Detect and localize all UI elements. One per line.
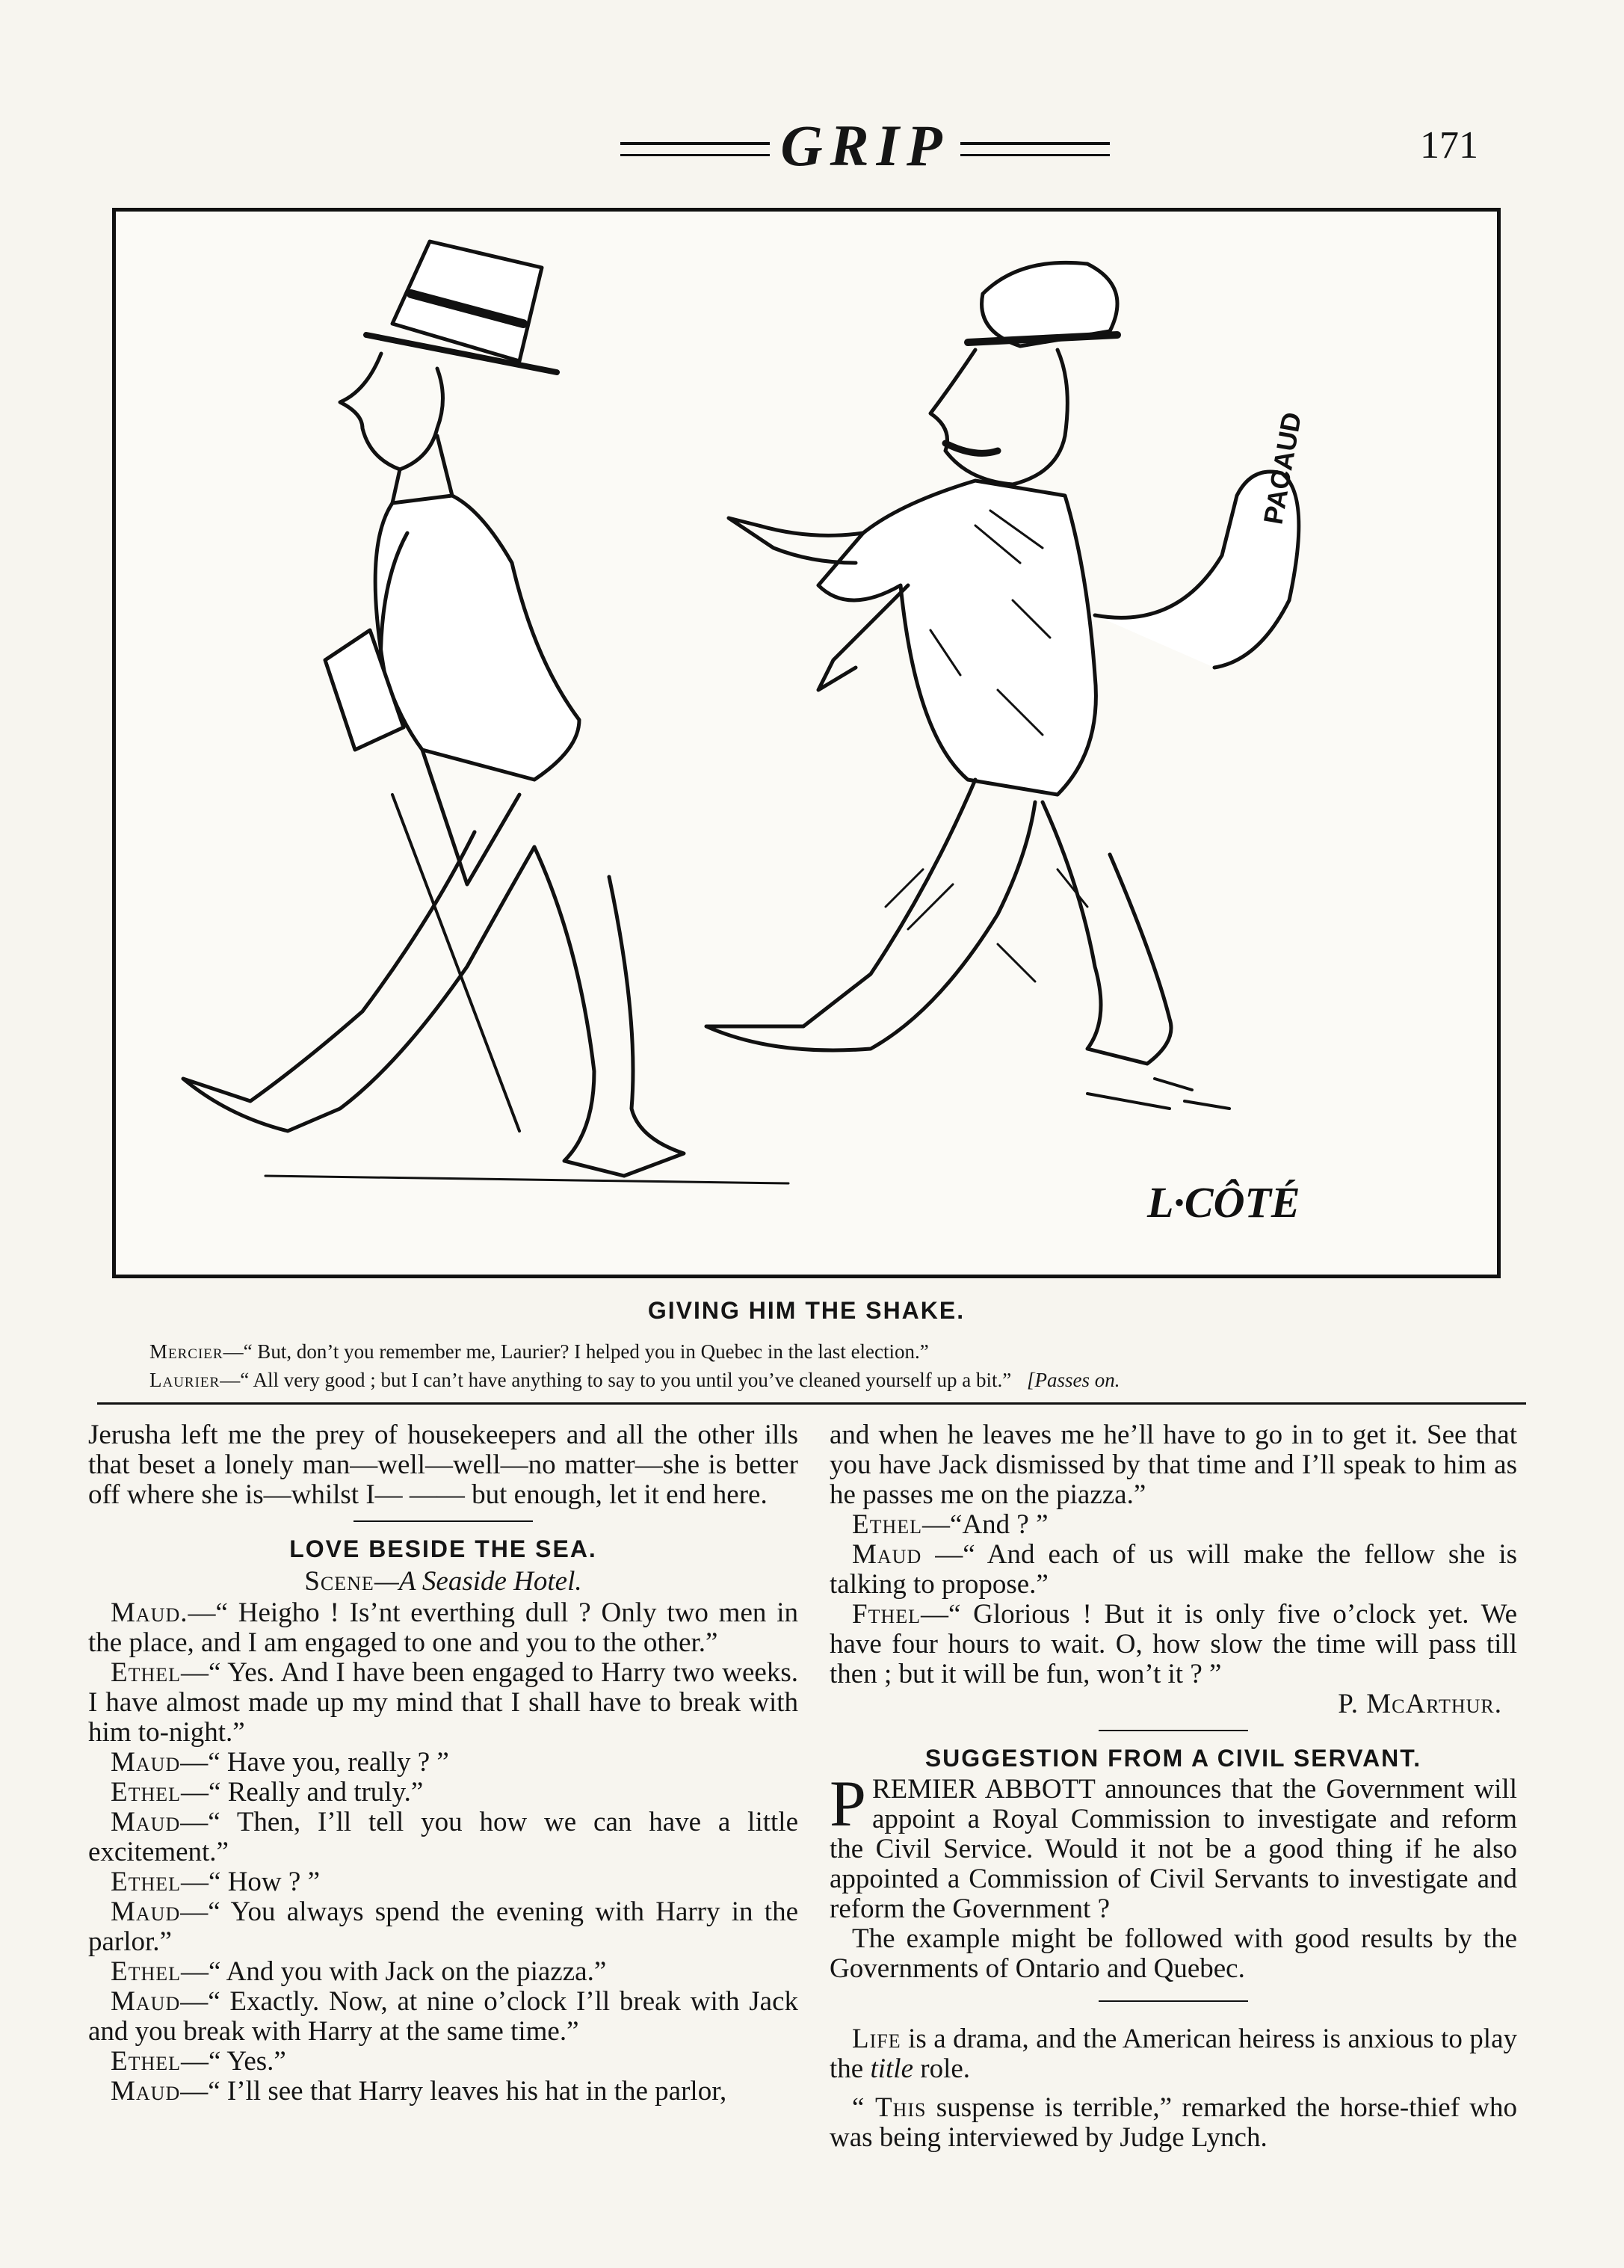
dialogue-line [88,1748,798,1778]
right-column [830,1420,1517,2153]
cartoon-caption-title: GIVING HIM THE SHAKE. [647,1297,966,1324]
masthead-rule-left [620,142,770,156]
pacaud-tag-label: PACAUD [1257,410,1308,527]
page-number: 171 [1420,124,1478,167]
caption-divider [97,1402,1526,1405]
speaker-name: Laurier [149,1369,220,1391]
speaker-name: Maud [852,1539,922,1570]
speaker-name: Mercier [149,1340,223,1363]
scene-label: Scene [304,1566,374,1597]
dialogue-text: —“ I’ll see that Harry leaves his hat in the parlor, [180,2076,727,2107]
cartoon-illustration [112,208,1501,1278]
left-column [88,1420,798,2107]
scene-line [88,1565,798,1598]
dialogue-text: —“And ? ” [922,1509,1049,1540]
dialogue-text: —“ And each of us will make the fellow she is talking to propose.” [830,1539,1517,1600]
masthead-rule-right [960,142,1110,156]
speaker-name: Maud [111,2076,181,2107]
dialogue-line [88,1867,798,1897]
continuation-paragraph: and when he leaves me he’ll have to go in to get it. See that you have Jack dismissed by that time and I’ll speak to him as he passes me on the piazza.” [830,1420,1517,1510]
section-divider [1099,1730,1248,1731]
quip-text: is a drama, and the American heiress is anxious to play the [830,2024,1517,2084]
dialogue-text: —“ You always spend the evening with Harry in the parlor.” [88,1896,798,1957]
dialogue-line [88,1957,798,1987]
suggestion-paragraph [830,1768,1517,1924]
speaker-name: Ethel [111,1657,182,1688]
dialogue-text: —“ Heigho ! Is’nt everthing dull ? Only two men in the place, and I am engaged to one and you to the other.” [88,1597,798,1658]
dialogue-line [88,1897,798,1957]
speaker-name: Ethel [111,2046,182,2077]
intro-paragraph: Jerusha left me the prey of housekeepers and all the other ills that beset a lonely man—well—well—no matter—she is better off where she is—whilst I— —— but enough, let it end here. [88,1420,798,1510]
dialogue-line [88,1658,798,1748]
artist-signature: L·CÔTÉ [1147,1178,1300,1227]
dialogue-line [830,1510,1517,1540]
speaker-name: Maud [111,1807,181,1837]
lead-word: Life [852,2024,901,2054]
dialogue-line [88,2077,798,2107]
dialogue-text: —“ Glorious ! But it is only five o’clock yet. We have four hours to wait. O, how slow the time will pass till then ; but it will be fun, won’t it ? ” [830,1599,1517,1689]
dialogue-text: —“ And you with Jack on the piazza.” [181,1956,607,1987]
dialogue-line [88,1987,798,2047]
caption-line-laurier [149,1366,1495,1393]
quip-end: role. [913,2053,971,2084]
caption-text: —“ But, don’t you remember me, Laurier? I helped you in Quebec in the last election.” [223,1340,929,1363]
lead-word: “ This [852,2092,927,2123]
suggestion-text: REMIER ABBOTT announces that the Government will appoint a Royal Commission to investigate and reform the Civil Service. Would it not be a good thing if he also appointed a Commission of Civil Servants to investigate and reform the Government ? [830,1774,1517,1924]
speaker-name: Maud [111,1986,181,2017]
dialogue-text: —“ How ? ” [181,1867,320,1897]
italic-word: title [870,2053,913,2084]
dialogue-line [830,1600,1517,1689]
speaker-name: Maud. [111,1597,188,1628]
caption-line-mercier [149,1338,1495,1365]
dialogue-text: —“ Then, I’ll tell you how we can have a little excitement.” [88,1807,798,1867]
quip-suspense [830,2093,1517,2153]
quip-drama [830,2024,1517,2084]
quip-text: suspense is terrible,” remarked the horse-thief who was being interviewed by Judge Lynch. [830,2092,1518,2153]
speaker-name: Fthel [852,1599,921,1630]
section-divider [1099,2000,1248,2002]
dialogue-line [88,2047,798,2077]
speaker-name: Maud [111,1896,181,1927]
section-divider [353,1520,533,1522]
article-heading-suggestion: SUGGESTION FROM A CIVIL SERVANT. [924,1745,1422,1772]
publication-title: GRIP [780,113,950,178]
dialogue-line [830,1540,1517,1600]
masthead [0,112,1624,179]
dialogue-line [88,1778,798,1808]
article-heading-love-beside-the-sea: LOVE BESIDE THE SEA. [289,1535,597,1562]
speaker-name: Ethel [111,1867,182,1897]
dialogue-text: —“ Really and truly.” [181,1777,424,1808]
dialogue-text: —“ Yes. And I have been engaged to Harry two weeks. I have almost made up my mind that I shall have to break with him to-night.” [88,1657,798,1748]
suggestion-paragraph-2: The example might be followed with good results by the Governments of Ontario and Quebec. [830,1923,1517,1984]
scene-text: —A Seaside Hotel. [374,1566,582,1597]
dialogue-text: —“ Exactly. Now, at nine o’clock I’ll break with Jack and you break with Harry at the same time.” [88,1986,798,2047]
author-signature: P. McArthur. [1338,1689,1502,1719]
stage-direction: [Passes on. [1026,1369,1120,1391]
dialogue-text: —“ Have you, really ? ” [180,1747,449,1778]
dialogue-text: —“ Yes.” [181,2046,286,2077]
drop-cap: P [830,1768,866,1840]
cartoon-drawing [116,212,1497,1275]
speaker-name: Maud [111,1747,181,1778]
speaker-name: Ethel [111,1956,182,1987]
dialogue-line [88,1598,798,1658]
caption-text: —“ All very good ; but I can’t have anything to say to you until you’ve cleaned yourself up a bit.” [220,1369,1012,1391]
speaker-name: Ethel [852,1509,923,1540]
speaker-name: Ethel [111,1777,182,1808]
dialogue-line [88,1808,798,1867]
